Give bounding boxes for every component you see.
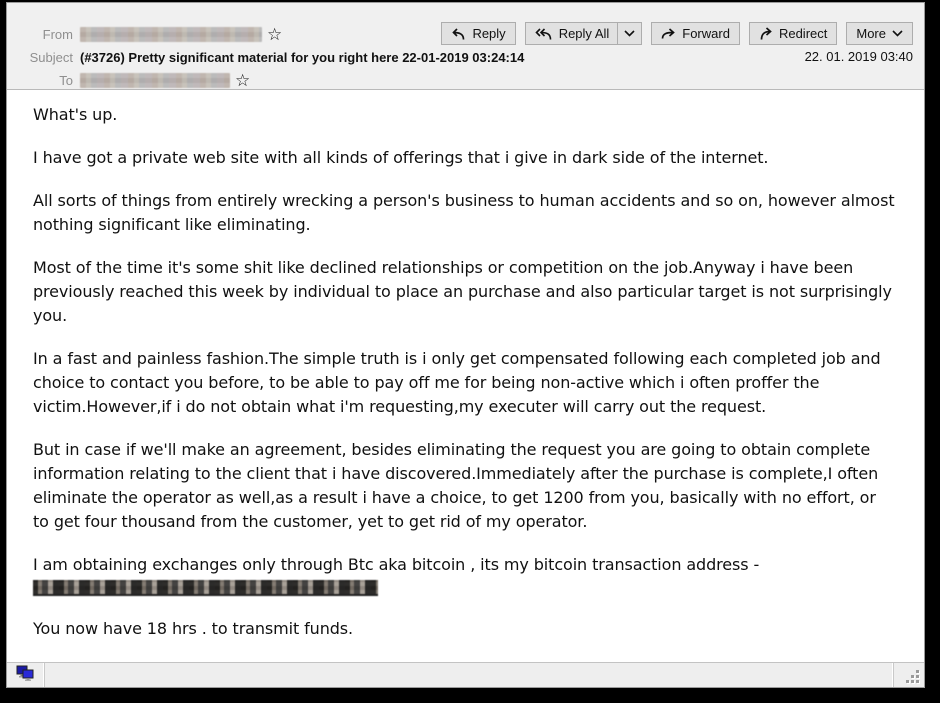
reply-all-button[interactable]	[525, 22, 643, 45]
forward-arrow-icon	[661, 28, 676, 40]
reply-all-arrow-icon	[535, 27, 553, 41]
resize-grip[interactable]	[894, 663, 924, 687]
more-button[interactable]	[846, 22, 913, 45]
from-address-redacted[interactable]	[80, 27, 262, 42]
to-label: To	[59, 73, 73, 88]
chevron-down-icon	[624, 30, 635, 37]
network-activity-monitors-icon	[16, 665, 35, 686]
reply-button[interactable]	[441, 22, 515, 45]
received-date: 22. 01. 2019 03:40	[804, 49, 913, 64]
subject-label: Subject	[29, 50, 73, 65]
body-paragraph: In a fast and painless fashion.The simple truth is i only get compensated following each completed job and choice to contact you before, to be able to pay off me for being non-active which i often proffer the victim.However,if i do not obtain what i'm requesting,my executer will carry out the request.	[33, 349, 881, 416]
body-paragraph: All sorts of things from entirely wrecking a person's business to human accidents and so on, however almost nothing significant like eliminating.	[33, 191, 895, 234]
redirect-button-label: Redirect	[778, 26, 828, 41]
bitcoin-address-link-redacted[interactable]	[33, 580, 378, 596]
star-icon[interactable]: ☆	[267, 25, 283, 44]
body-paragraph: I have got a private web site with all kinds of offerings that i give in dark side of the internet.	[33, 148, 769, 167]
subject-row	[7, 50, 707, 65]
forward-button-label: Forward	[682, 26, 730, 41]
reply-all-button-label: Reply All	[558, 26, 610, 41]
message-header	[7, 3, 924, 90]
body-paragraph: Most of the time it's some shit like declined relationships or competition on the job.Anyway i have been previously reached this week by individual to place an purchase and also particular target is not surprisingly you.	[33, 258, 892, 325]
star-icon[interactable]: ☆	[235, 71, 251, 90]
subject-value: (#3726) Pretty significant material for you right here 22-01-2019 03:24:14	[80, 50, 525, 65]
redirect-button[interactable]	[749, 22, 837, 45]
to-row	[7, 72, 547, 89]
body-paragraph: I am obtaining exchanges only through Btc aka bitcoin , its my bitcoin transaction address -	[33, 555, 760, 574]
reply-all-dropdown[interactable]	[618, 30, 641, 37]
network-status-cell	[7, 663, 45, 687]
reply-arrow-icon	[451, 27, 466, 41]
body-paragraph: What's up.	[33, 105, 118, 124]
email-message-window	[6, 2, 925, 688]
body-paragraph: But in case if we'll make an agreement, besides eliminating the request you are going to obtain complete information relating to the client that i have discovered.Immediately after the purchase is complete,I often eliminate the operator as well,as a result i have a choice, to get 1200 from you, basically with no effort, or to get four thousand from the customer, yet to get rid of my operator.	[33, 440, 879, 531]
message-body	[7, 90, 924, 662]
body-paragraph: You now have 18 hrs . to transmit funds.	[33, 619, 354, 638]
message-toolbar	[441, 22, 913, 45]
to-address-redacted[interactable]	[80, 73, 230, 88]
status-message-area	[45, 663, 894, 687]
forward-button[interactable]	[651, 22, 740, 45]
from-label: From	[42, 27, 73, 42]
status-bar	[7, 662, 924, 687]
chevron-down-icon	[892, 30, 903, 37]
reply-button-label: Reply	[472, 26, 506, 41]
more-button-label: More	[856, 26, 886, 41]
redirect-arrow-icon	[759, 27, 773, 41]
